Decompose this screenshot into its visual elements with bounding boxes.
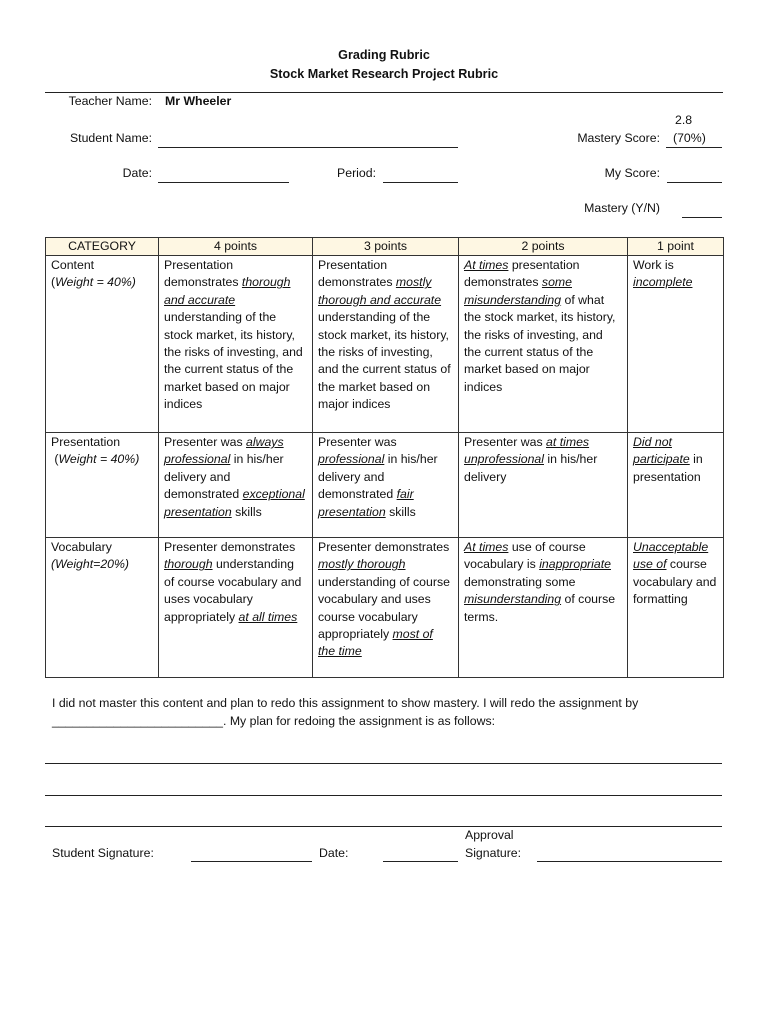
emphasis-text: professional — [318, 452, 385, 467]
emphasis-text: incomplete — [633, 275, 693, 290]
emphasis-text: mostly thorough — [318, 557, 406, 572]
redo-plan-line1: I did not master this content and plan to redo this assignment to show mastery. I will redo the assignment by — [52, 696, 639, 710]
category-weight-open: ( — [51, 452, 59, 467]
criteria-text: course vocabulary and formatting — [633, 557, 717, 607]
emphasis-text: most of the time — [318, 627, 433, 659]
emphasis-text: Unacceptable use of — [633, 540, 709, 572]
date-label: Date: — [122, 166, 152, 180]
teacher-name-label: Teacher Name: — [68, 94, 152, 108]
document-subtitle: Stock Market Research Project Rubric — [269, 67, 499, 81]
date-field[interactable] — [158, 182, 289, 183]
mastery-yn-label: Mastery (Y/N) — [584, 201, 660, 215]
emphasis-text: always professional — [164, 435, 284, 467]
criteria-text: Presentation demonstrates — [164, 258, 242, 290]
criteria-cell — [313, 538, 459, 678]
emphasis-text: some misunderstanding — [464, 275, 572, 307]
header-1-point: 1 point — [628, 238, 724, 256]
emphasis-text: misunderstanding — [464, 592, 562, 607]
approval-label-line2: Signature: — [465, 846, 522, 860]
category-name: Content — [51, 258, 95, 272]
rubric-row-presentation — [46, 433, 724, 538]
emphasis-text: At times — [464, 258, 509, 272]
criteria-text: Presenter demonstrates — [164, 540, 296, 554]
category-weight: Weight = 40%) — [58, 452, 140, 467]
category-weight: (Weight=20%) — [51, 557, 130, 572]
criteria-cell — [459, 433, 628, 538]
emphasis-text: thorough — [164, 557, 213, 572]
header-2-points: 2 points — [459, 238, 628, 256]
criteria-text: Presenter was — [164, 435, 247, 449]
redo-plan-line2: . My plan for redoing the assignment is as follows: — [222, 714, 496, 728]
category-weight-open: ( — [51, 275, 56, 290]
rubric-row-vocabulary — [46, 538, 724, 678]
approval-label-line1: Approval — [465, 828, 514, 842]
emphasis-text: fair presentation — [318, 487, 414, 519]
emphasis-text: thorough and accurate — [164, 275, 291, 307]
criteria-cell — [159, 256, 313, 433]
emphasis-text: exceptional presentation — [164, 487, 305, 519]
student-name-label: Student Name: — [69, 131, 152, 145]
category-cell — [46, 433, 159, 538]
document-title: Grading Rubric — [338, 48, 430, 62]
teacher-name-value: Mr Wheeler — [165, 94, 232, 108]
plan-line-1[interactable] — [45, 763, 722, 764]
criteria-text: in presentation — [633, 452, 703, 484]
criteria-cell — [628, 256, 724, 433]
emphasis-text: inappropriate — [539, 557, 611, 572]
criteria-text: use of course vocabulary is — [464, 540, 586, 572]
criteria-text: understanding of the stock market, its history, the risks of investing, and the current status of the market based on major indices — [164, 310, 303, 412]
criteria-text: in his/her delivery and demonstrated — [318, 452, 438, 502]
criteria-cell — [313, 256, 459, 433]
title-divider — [45, 92, 723, 93]
criteria-cell — [628, 433, 724, 538]
criteria-cell — [628, 538, 724, 678]
criteria-cell — [313, 433, 459, 538]
mastery-score-underline — [666, 147, 722, 148]
header-4-points: 4 points — [159, 238, 313, 256]
criteria-text: of what the stock market, its history, the risks of investing, and the current status of the market based on major indices — [464, 292, 616, 394]
emphasis-text: at all times — [238, 609, 298, 624]
criteria-text: demonstrating some — [464, 574, 576, 589]
category-weight: Weight = 40%) — [55, 275, 136, 290]
student-signature-label: Student Signature: — [52, 846, 154, 860]
criteria-text: understanding of course vocabulary and uses vocabulary appropriately — [164, 557, 302, 624]
mastery-score-percent: (70%) — [673, 131, 706, 145]
criteria-text: skills — [385, 504, 416, 519]
student-signature-field[interactable] — [191, 861, 312, 862]
emphasis-text: mostly thorough and accurate — [318, 275, 442, 307]
criteria-text: Presenter was — [318, 435, 397, 449]
criteria-text: Presentation demonstrates — [318, 258, 396, 290]
rubric-header-row — [46, 238, 724, 256]
category-name: Vocabulary — [51, 540, 112, 554]
criteria-cell — [159, 538, 313, 678]
emphasis-text: At times — [464, 540, 509, 554]
plan-line-3[interactable] — [45, 826, 722, 827]
criteria-text: presentation demonstrates — [464, 258, 580, 290]
criteria-cell — [159, 433, 313, 538]
mastery-score-value: 2.8 — [675, 113, 693, 127]
category-cell — [46, 538, 159, 678]
period-label: Period: — [337, 166, 376, 180]
header-category: CATEGORY — [46, 238, 159, 256]
my-score-field[interactable] — [667, 182, 722, 183]
criteria-text: Presenter demonstrates — [318, 540, 450, 554]
approval-signature-field[interactable] — [537, 861, 722, 862]
rubric-row-content — [46, 256, 724, 433]
emphasis-text: at times unprofessional — [464, 435, 590, 467]
criteria-text: Work is — [633, 258, 674, 272]
criteria-text: understanding of the stock market, its history, the risks of investing, and the current status of the market based on major indices — [318, 310, 451, 412]
criteria-text: of course terms. — [464, 592, 616, 624]
emphasis-text: Did not participate — [633, 435, 690, 467]
mastery-yn-field[interactable] — [682, 217, 722, 218]
criteria-text: in his/her delivery and demonstrated — [164, 452, 284, 502]
rubric-table — [45, 237, 724, 678]
signature-date-field[interactable] — [383, 861, 458, 862]
my-score-label: My Score: — [604, 166, 660, 180]
redo-plan-statement — [52, 694, 732, 730]
criteria-text: understanding of course vocabulary and uses course vocabulary appropriately — [318, 574, 450, 642]
criteria-cell — [459, 256, 628, 433]
period-field[interactable] — [383, 182, 458, 183]
criteria-cell — [459, 538, 628, 678]
criteria-text: in his/her delivery — [464, 452, 598, 484]
category-cell — [46, 256, 159, 433]
redo-date-blank[interactable]: _________________________ — [52, 714, 223, 728]
criteria-text: skills — [231, 504, 262, 519]
mastery-score-label: Mastery Score: — [577, 131, 660, 145]
plan-line-2[interactable] — [45, 795, 722, 796]
student-name-field[interactable] — [158, 147, 458, 148]
header-3-points: 3 points — [313, 238, 459, 256]
criteria-text: Presenter was — [464, 435, 547, 449]
category-name: Presentation — [51, 435, 121, 449]
signature-date-label: Date: — [319, 846, 349, 860]
